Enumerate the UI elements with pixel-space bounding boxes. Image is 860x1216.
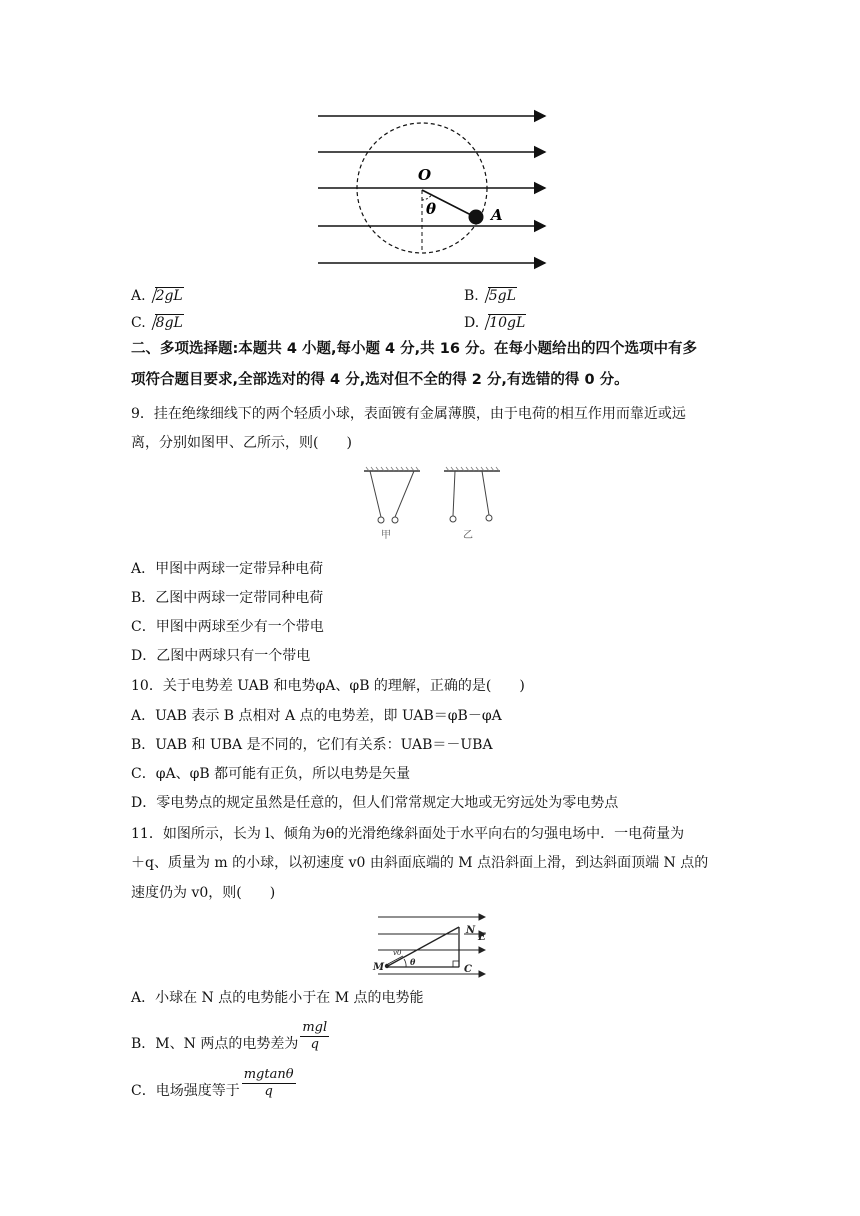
figure-label-jia: 甲 [381,530,391,541]
option-text: B．M、N 两点的电势差为 [131,1036,299,1052]
radical [479,286,517,306]
ball-a [469,210,484,225]
q9-stem-line1: 9．挂在绝缘细线下的两个轻质小球，表面镀有金属薄膜，由于电荷的相互作用而靠近或远 [131,406,686,422]
radical [146,286,184,306]
q11-stem-line3: 速度仍为 v0，则( ) [131,885,276,901]
q9-option-a: A．甲图中两球一定带异种电荷 [131,561,324,577]
q11-option-b [131,1020,329,1062]
q11-stem-line1: 11．如图所示，长为 l、倾角为θ的光滑绝缘斜面处于水平向右的匀强电场中．一电荷量为 [131,826,685,842]
option-prefix: C. [131,315,146,331]
q11-option-a: A．小球在 N 点的电势能小于在 M 点的电势能 [131,990,424,1006]
q8-option-d [464,313,526,333]
label-e: E [478,932,486,943]
section2-heading-line2: 项符合题目要求,全部选对的得 4 分,选对但不全的得 2 分,有选错的得 0 分。 [131,372,629,388]
label-v0: v0 [393,949,402,957]
q11-incline-figure [370,912,495,980]
label-c: C [464,964,472,975]
radicand: 5gL [488,288,516,304]
ball [378,517,384,523]
ball-m [385,964,389,968]
figure-label-yi: 乙 [463,530,473,541]
label-theta: θ [426,200,437,218]
fraction-numerator: mgl [302,1020,328,1035]
q9-figure [358,465,506,545]
q11-option-c [131,1067,296,1109]
q8-field-figure [310,100,555,275]
option-prefix: D. [464,315,480,331]
q11-stem-line2: ＋q、质量为 m 的小球，以初速度 v0 由斜面底端的 M 点沿斜面上滑，到达斜面顶端 N 点的 [131,855,709,871]
label-m: M [373,962,385,973]
fraction [300,1020,329,1053]
radical [146,313,184,333]
label-theta: θ [410,957,416,967]
label-n: N [466,925,476,936]
ball [486,515,492,521]
fraction [242,1067,296,1100]
option-text: C．电场强度等于 [131,1083,240,1099]
ball [450,516,456,522]
fraction-numerator: mgtanθ [243,1067,294,1082]
q9-option-c: C．甲图中两球至少有一个带电 [131,619,324,635]
section2-heading-line1: 二、多项选择题:本题共 4 小题,每小题 4 分,共 16 分。在每小题给出的四个选项中有多 [131,341,697,357]
q10-option-d: D．零电势点的规定虽然是任意的，但人们常常规定大地或无穷远处为零电势点 [131,795,619,811]
fraction-denominator: q [310,1037,319,1052]
q9-stem-line2: 离，分别如图甲、乙所示，则( ) [131,435,352,451]
q9-option-d: D．乙图中两球只有一个带电 [131,648,311,664]
ball [392,517,398,523]
label-a: A [491,206,503,224]
fraction-denominator: q [264,1084,273,1099]
q10-stem: 10．关于电势差 UAB 和电势φA、φB 的理解，正确的是( ) [131,678,525,694]
label-o: O [418,166,432,184]
q9-option-b: B．乙图中两球一定带同种电荷 [131,590,324,606]
q10-option-c: C．φA、φB 都可能有正负，所以电势是矢量 [131,766,411,782]
q8-option-a [131,286,184,306]
q10-option-a: A．UAB 表示 B 点相对 A 点的电势差，即 UAB＝φB－φA [131,708,502,724]
q10-option-b: B．UAB 和 UBA 是不同的，它们有关系：UAB＝－UBA [131,737,493,753]
radicand: 2gL [155,288,183,304]
option-prefix: A. [131,288,146,304]
radicand: 8gL [155,315,183,331]
q8-option-b [464,286,517,306]
radicand: 10gL [489,315,526,331]
q8-option-c [131,313,184,333]
option-prefix: B. [464,288,479,304]
radical [479,313,526,333]
